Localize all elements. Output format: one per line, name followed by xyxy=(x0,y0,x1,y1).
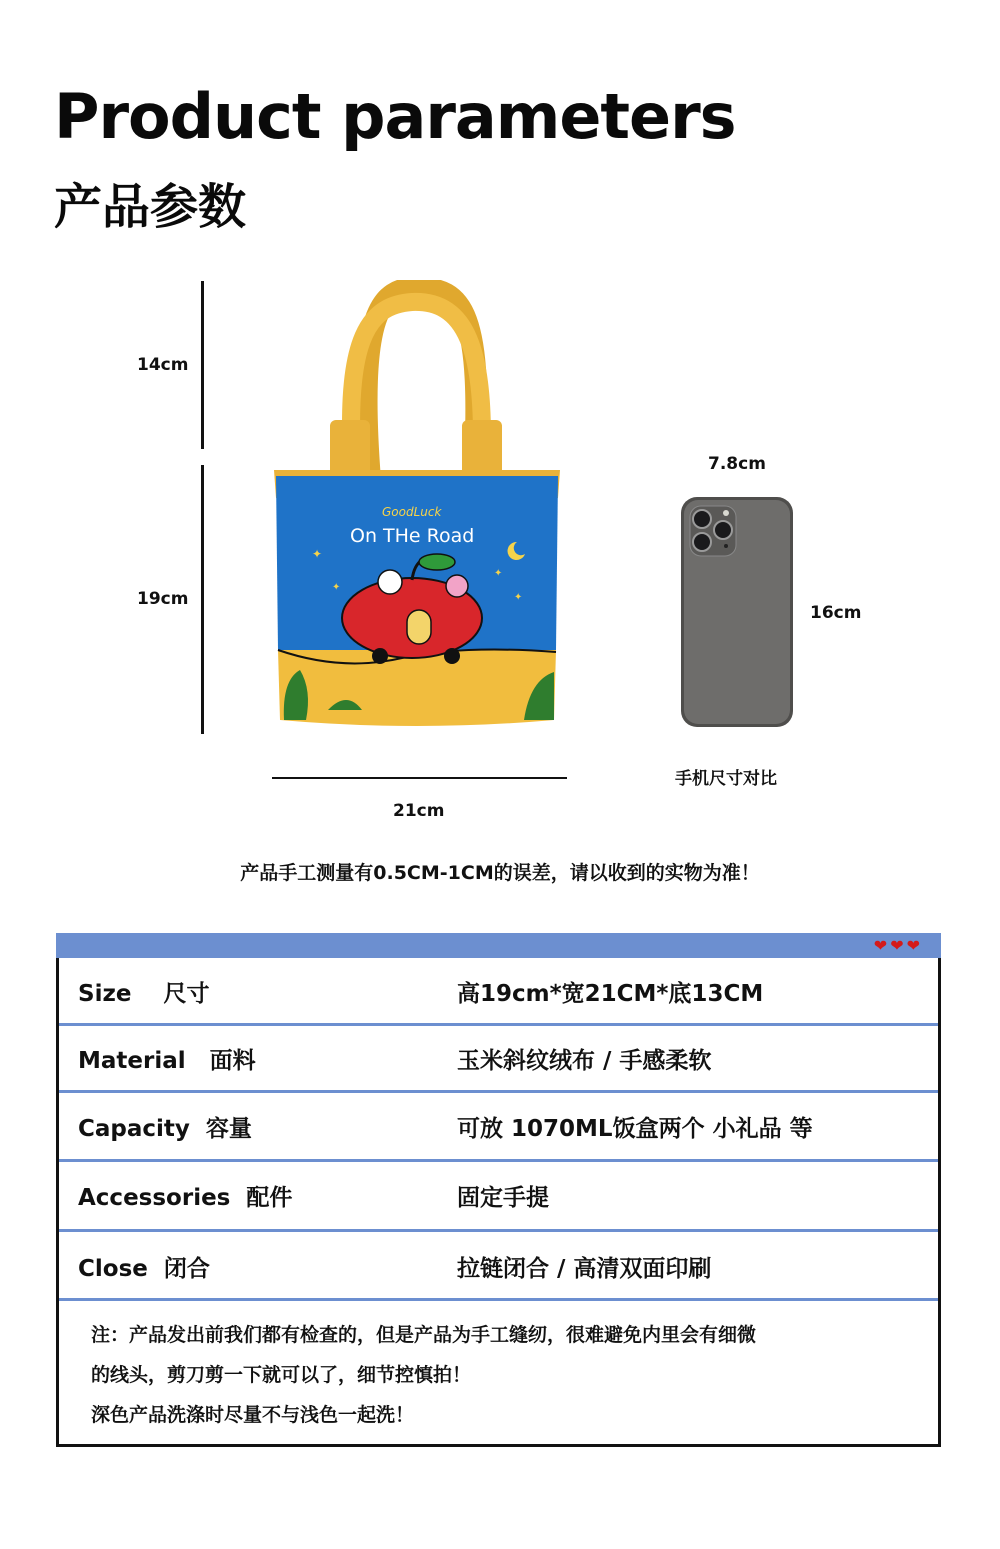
spec-row-material xyxy=(59,1026,938,1093)
footnote-line-1: 注：产品发出前我们都有检查的，但是产品为手工缝纫，很难避免内里会有细微 xyxy=(91,1324,757,1346)
tote-bag-image xyxy=(262,280,572,735)
spec-row-size xyxy=(59,958,938,1026)
spec-label-size: Size 尺寸 xyxy=(78,981,210,1007)
spec-value-size: 高19cm*宽21CM*底13CM xyxy=(457,981,764,1007)
spec-value-capacity: 可放 1070ML饭盒两个 小礼品 等 xyxy=(457,1116,813,1142)
svg-text:✦: ✦ xyxy=(494,568,503,579)
spec-table xyxy=(56,933,941,1447)
spec-row-capacity xyxy=(59,1093,938,1162)
svg-text:✦: ✦ xyxy=(312,547,323,561)
phone-width-label: 7.8cm xyxy=(708,454,766,474)
bag-width-line xyxy=(272,777,567,779)
camera-lens-3 xyxy=(693,533,711,551)
care-footnote xyxy=(91,1315,921,1435)
spec-value-close: 拉链闭合 / 高清双面印刷 xyxy=(457,1256,712,1282)
bag-text-ontheroad: On THe Road xyxy=(350,525,475,547)
handle-height-label: 14cm xyxy=(137,355,189,375)
spec-label-material: Material 面料 xyxy=(78,1048,256,1074)
camera-lens-1 xyxy=(693,510,711,528)
bag-text-goodluck: GoodLuck xyxy=(382,505,442,519)
bag-width-label: 21cm xyxy=(393,801,445,821)
camera-lens-2 xyxy=(714,521,732,539)
page-title-en: Product parameters xyxy=(54,80,736,153)
spec-label-accessories: Accessories 配件 xyxy=(78,1185,293,1211)
measurement-note: 产品手工测量有0.5CM-1CM的误差，请以收到的实物为准！ xyxy=(240,862,760,884)
heart-icons: ❤❤❤ xyxy=(873,936,923,955)
footnote-line-2: 的线头，剪刀剪一下就可以了，细节控慎拍！ xyxy=(91,1364,472,1386)
spec-value-accessories: 固定手提 xyxy=(457,1185,549,1211)
footnote-line-3: 深色产品洗涤时尽量不与浅色一起洗！ xyxy=(91,1404,415,1426)
spec-row-close xyxy=(59,1232,938,1301)
page-title-cn: 产品参数 xyxy=(54,179,247,235)
phone-image xyxy=(680,496,794,728)
spec-table-header xyxy=(56,933,941,958)
spec-value-material: 玉米斜纹绒布 / 手感柔软 xyxy=(457,1048,712,1074)
phone-height-label: 16cm xyxy=(810,603,862,623)
svg-text:✦: ✦ xyxy=(332,582,341,593)
spec-label-capacity: Capacity 容量 xyxy=(78,1116,252,1142)
bag-height-line xyxy=(201,465,204,734)
spec-label-close: Close 闭合 xyxy=(78,1256,210,1282)
svg-text:✦: ✦ xyxy=(514,592,523,603)
phone-caption: 手机尺寸对比 xyxy=(675,769,777,789)
bag-height-label: 19cm xyxy=(137,589,189,609)
handle-height-line xyxy=(201,281,204,449)
spec-row-accessories xyxy=(59,1162,938,1232)
